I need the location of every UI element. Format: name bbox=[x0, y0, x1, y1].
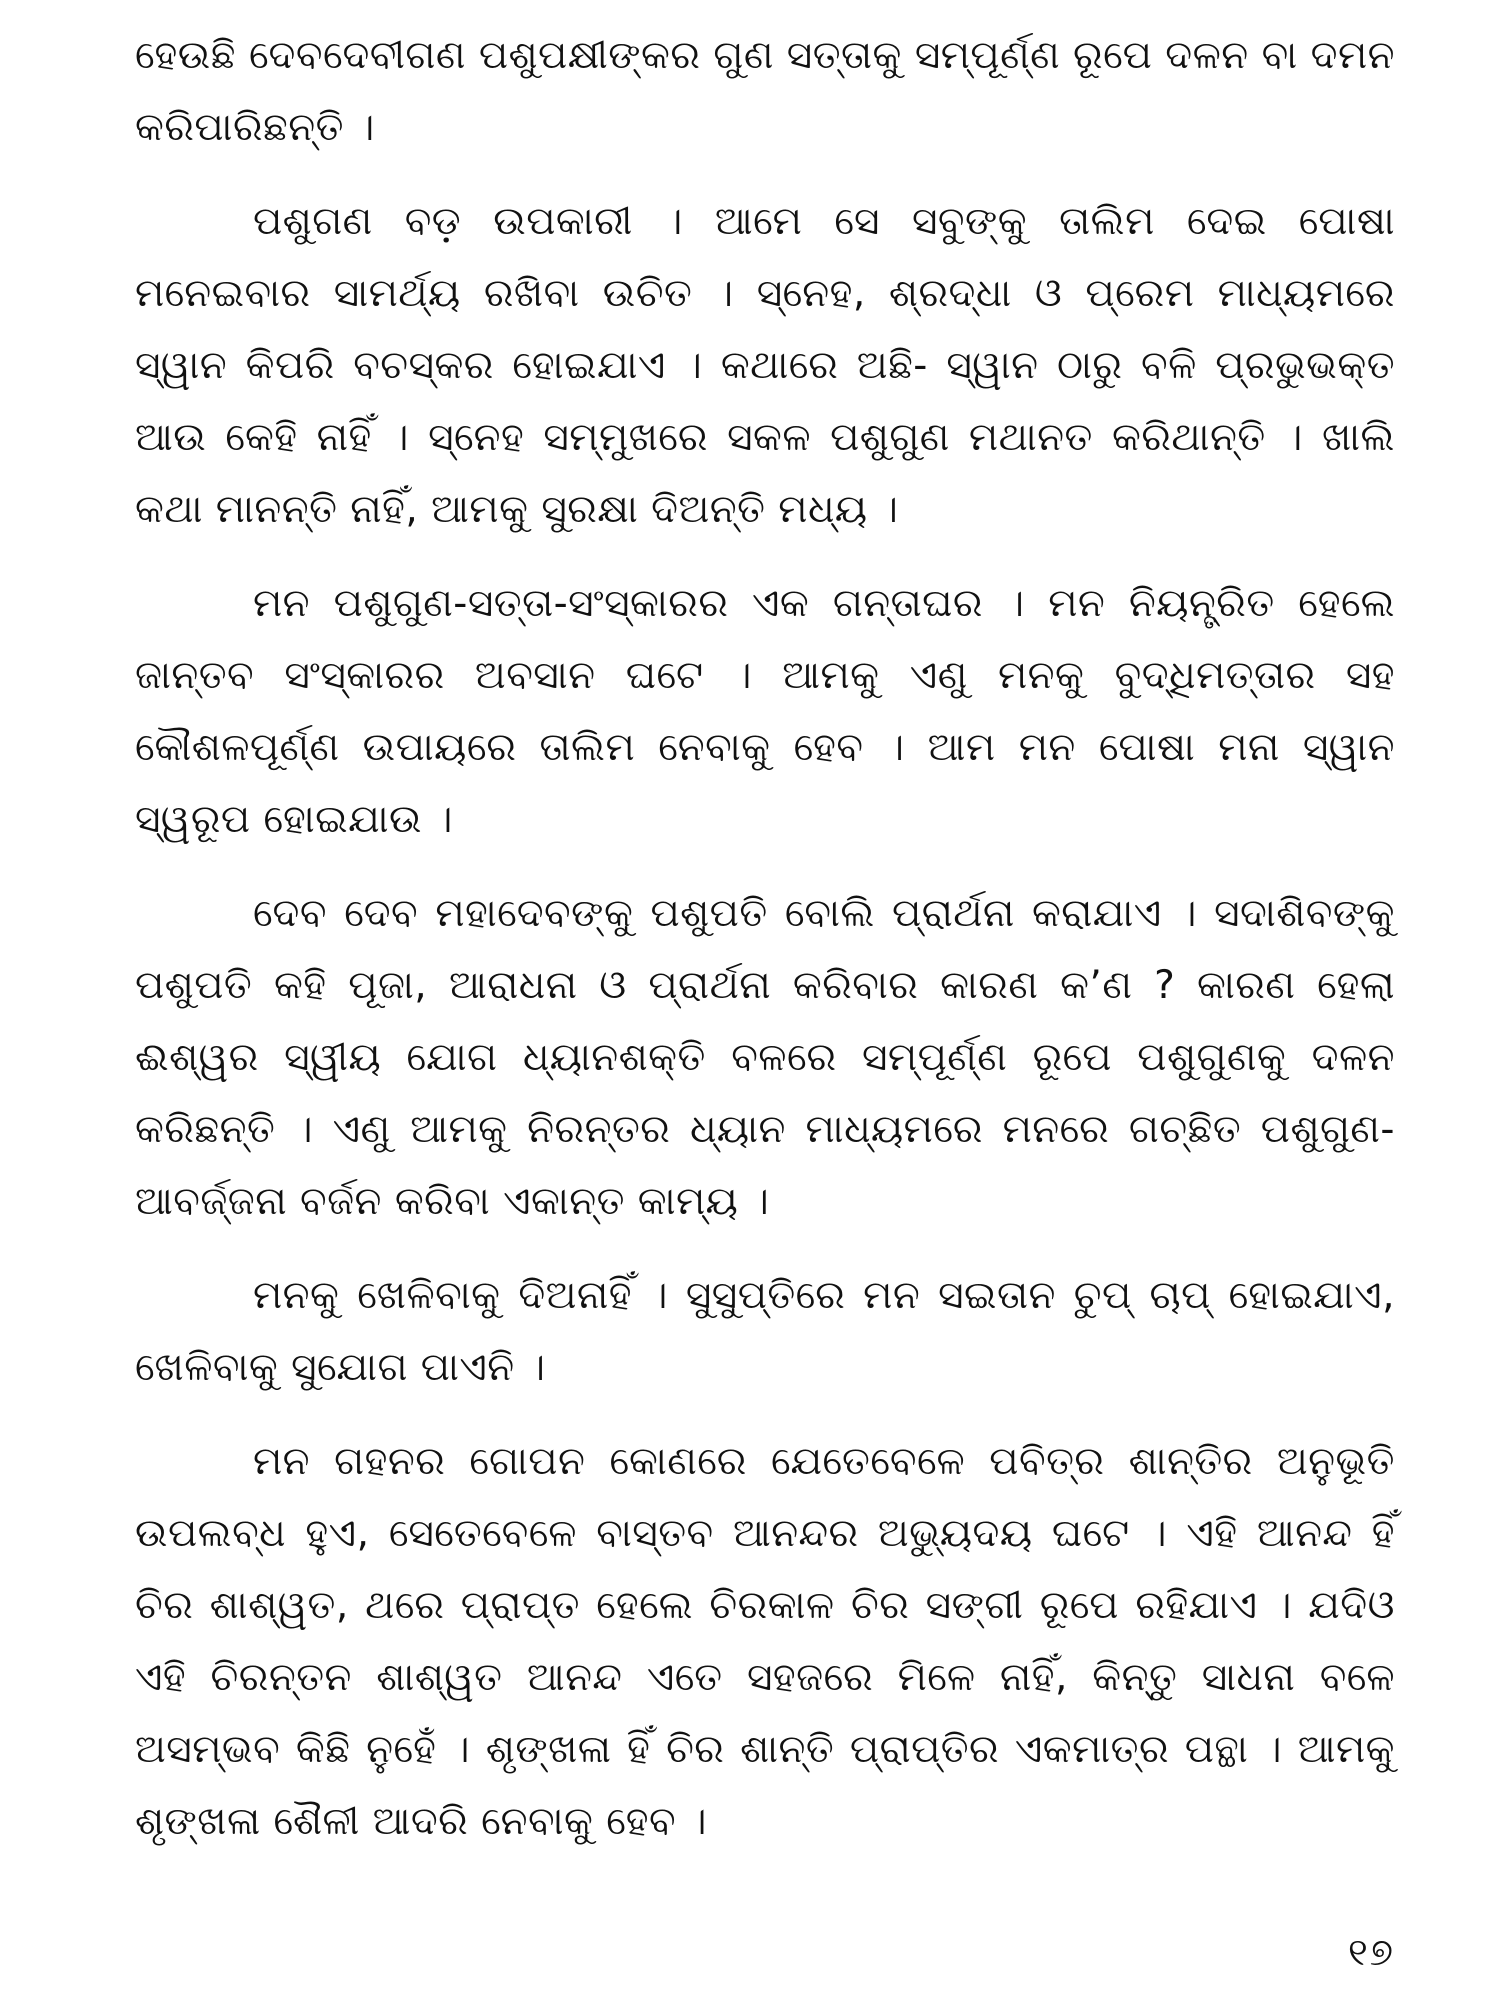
document-page bbox=[135, 20, 1395, 1960]
paragraph-1: ହେଉଛି ଦେବଦେବୀଗଣ ପଶୁପକ୍ଷୀଙ୍କର ଗୁଣ ସତ୍ତାକୁ ସମ୍ପୂର୍ଣ୍ଣ ରୂପେ ଦଳନ ବା ଦମନ କରିପାରିଛନ୍ତି । bbox=[135, 33, 1395, 150]
paragraph-6: ମନ ଗହନର ଗୋପନ କୋଣରେ ଯେତେବେଳେ ପବିତ୍ର ଶାନ୍ତିର ଅନୁଭୂତି ଉପଲବ୍ଧ ହୁଏ, ସେତେବେଳେ ବାସ୍ତବ ଆନନ୍ଦର ଅଭ୍ୟୁଦୟ ଘଟେ । ଏହି ଆନନ୍ଦ ହିଁ ଚିର ଶାଶ୍ୱତ, ଥରେ ପ୍ରାପ୍ତ ହେଲେ ଚିରକାଳ ଚିର ସଙ୍ଗୀ ରୂପେ ରହିଯାଏ । ଯଦିଓ ଏହି ଚିରନ୍ତନ ଶାଶ୍ୱତ ଆନନ୍ଦ ଏତେ ସହଜରେ ମିଳେ ନାହିଁ, କିନ୍ତୁ ସାଧନା ବଳେ ଅସମ୍ଭବ କିଛି ନୁହେଁ । ଶୃଙ୍ଖଳା ହିଁ ଚିର ଶାନ୍ତି ପ୍ରାପ୍ତିର ଏକମାତ୍ର ପନ୍ଥା । ଆମକୁ ଶୃଙ୍ଖଳା ଶୈଳୀ ଆଦରି ନେବାକୁ ହେବ । bbox=[135, 1439, 1395, 1844]
paragraph-4: ଦେବ ଦେବ ମହାଦେବଙ୍କୁ ପଶୁପତି ବୋଲି ପ୍ରାର୍ଥନା କରାଯାଏ । ସଦାଶିବଙ୍କୁ ପଶୁପତି କହି ପୂଜା, ଆରାଧନା ଓ ପ୍ରାର୍ଥନା କରିବାର କାରଣ କ’ଣ ? କାରଣ ହେଲା ଈଶ୍ୱର ସ୍ୱୀୟ ଯୋଗ ଧ୍ୟାନଶକ୍ତି ବଳରେ ସମ୍ପୂର୍ଣ୍ଣ ରୂପେ ପଶୁଗୁଣକୁ ଦଳନ କରିଛନ୍ତି । ଏଣୁ ଆମକୁ ନିରନ୍ତର ଧ୍ୟାନ ମାଧ୍ୟମରେ ମନରେ ଗଚ୍ଛିତ ପଶୁଗୁଣ-ଆବର୍ଜ୍ଜନା ବର୍ଜନ କରିବା ଏକାନ୍ତ କାମ୍ୟ । bbox=[135, 891, 1395, 1224]
page-number: ୧୭ bbox=[1347, 1930, 1395, 1974]
paragraph-5: ମନକୁ ଖେଳିବାକୁ ଦିଅନାହିଁ । ସୁସୁପ୍ତିରେ ମନ ସଇତାନ ଚୁପ୍ ଚାପ୍ ହୋଇଯାଏ, ଖେଳିବାକୁ ସୁଯୋଗ ପାଏନି । bbox=[135, 1273, 1395, 1390]
paragraph-2: ପଶୁଗଣ ବଡ଼ ଉପକାରୀ । ଆମେ ସେ ସବୁଙ୍କୁ ତାଲିମ ଦେଇ ପୋଷା ମନେଇବାର ସାମର୍ଥ୍ୟ ରଖିବା ଉଚିତ । ସ୍ନେହ, ଶ୍ରଦ୍ଧା ଓ ପ୍ରେମ ମାଧ୍ୟମରେ ସ୍ୱାନ କିପରି ବଚସ୍କର ହୋଇଯାଏ । କଥାରେ ଅଛି- ସ୍ୱାନ ଠାରୁ ବଳି ପ୍ରଭୁଭକ୍ତ ଆଉ କେହି ନାହିଁ । ସ୍ନେହ ସମ୍ମୁଖରେ ସକଳ ପଶୁଗୁଣ ମଥାନତ କରିଥାନ୍ତି । ଖାଲି କଥା ମାନନ୍ତି ନାହିଁ, ଆମକୁ ସୁରକ୍ଷା ଦିଅନ୍ତି ମଧ୍ୟ । bbox=[135, 199, 1395, 532]
paragraph-3: ମନ ପଶୁଗୁଣ-ସତ୍ତା-ସଂସ୍କାରର ଏକ ଗନ୍ତାଘର । ମନ ନିୟନ୍ତ୍ରିତ ହେଲେ ଜାନ୍ତବ ସଂସ୍କାରର ଅବସାନ ଘଟେ । ଆମକୁ ଏଣୁ ମନକୁ ବୁଦ୍ଧିମତ୍ତାର ସହ କୌଶଳପୂର୍ଣ୍ଣ ଉପାୟରେ ତାଲିମ ନେବାକୁ ହେବ । ଆମ ମନ ପୋଷା ମନା ସ୍ୱାନ ସ୍ୱରୂପ ହୋଇଯାଉ । bbox=[135, 581, 1395, 842]
